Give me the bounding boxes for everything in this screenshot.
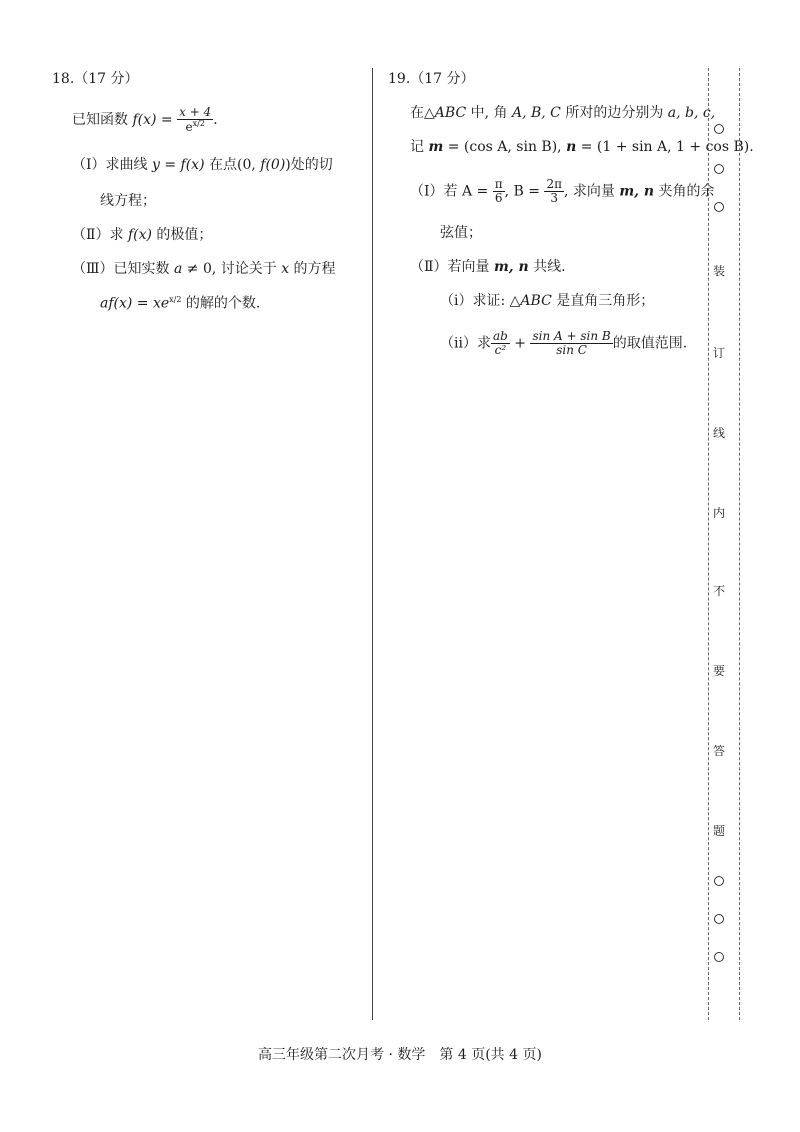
seal-char: 线 bbox=[712, 426, 725, 440]
q19-part2-ii: （ⅱ）求 $\frac{ab}{\text{c²}}$ + $\frac{\text{sin A + sin B}}{\text{sin C}}$ 的取值范围. bbox=[440, 329, 688, 358]
seal-circle-icon bbox=[712, 914, 726, 924]
binding-line-right bbox=[739, 68, 740, 1020]
seal-circle-icon bbox=[712, 124, 726, 134]
q19-part2-i: （ⅰ）求证: △ABC 是直角三角形； bbox=[440, 293, 655, 309]
seal-char: 内 bbox=[712, 506, 725, 520]
seal-char: 要 bbox=[712, 664, 725, 678]
q18-header: 18.（17 分） bbox=[52, 71, 139, 87]
q18-part1-cont: 线方程； bbox=[100, 193, 156, 209]
q19-part1: （Ⅰ）若 A = $\frac{\pi}{6}$ , B = $\frac{2\pi}{3}$ , 求向量 m, n 夹角的余 bbox=[410, 177, 715, 206]
q18-intro: 已知函数 f(x) = $\frac{x + 4}{e^{x/2}}$ . bbox=[72, 105, 218, 135]
seal-char: 不 bbox=[712, 584, 725, 598]
binding-line-left bbox=[708, 68, 709, 1020]
seal-circle-icon bbox=[712, 164, 726, 174]
column-divider bbox=[372, 68, 373, 1020]
q19-part2: （Ⅱ）若向量 m, n 共线. bbox=[410, 259, 566, 275]
q19-line2: 记 m = (cos A, sin B), n = (1 + sin A, 1 + cos B). bbox=[410, 139, 754, 155]
q18-fraction: $\frac{x + 4}{e^{x/2}}$ bbox=[179, 105, 212, 135]
q18-part3-cont: $af(x) = xe^{x/2}$ 的解的个数. bbox=[100, 295, 261, 312]
seal-char: 答 bbox=[712, 744, 725, 758]
q19-line1: 在△ABC 中, 角 A, B, C 所对的边分别为 a, b, c, bbox=[410, 105, 716, 121]
seal-char: 订 bbox=[712, 346, 725, 360]
q18-part1: （Ⅰ）求曲线 y = f(x) 在点(0, f(0))处的切 bbox=[72, 157, 333, 173]
seal-char: 装 bbox=[712, 264, 725, 278]
seal-circle-icon bbox=[712, 952, 726, 962]
q18-part2: （Ⅱ）求 f(x) 的极值； bbox=[72, 227, 213, 243]
q19-header: 19.（17 分） bbox=[388, 71, 475, 87]
seal-circle-icon bbox=[712, 876, 726, 886]
q19-part1-cont: 弦值； bbox=[440, 225, 482, 241]
page-footer: 高三年级第二次月考 · 数学 第 4 页(共 4 页) bbox=[258, 1047, 542, 1063]
q18-part3: （Ⅲ）已知实数 a ≠ 0, 讨论关于 x 的方程 bbox=[72, 261, 336, 277]
seal-circle-icon bbox=[712, 202, 726, 212]
seal-char: 题 bbox=[712, 824, 725, 838]
